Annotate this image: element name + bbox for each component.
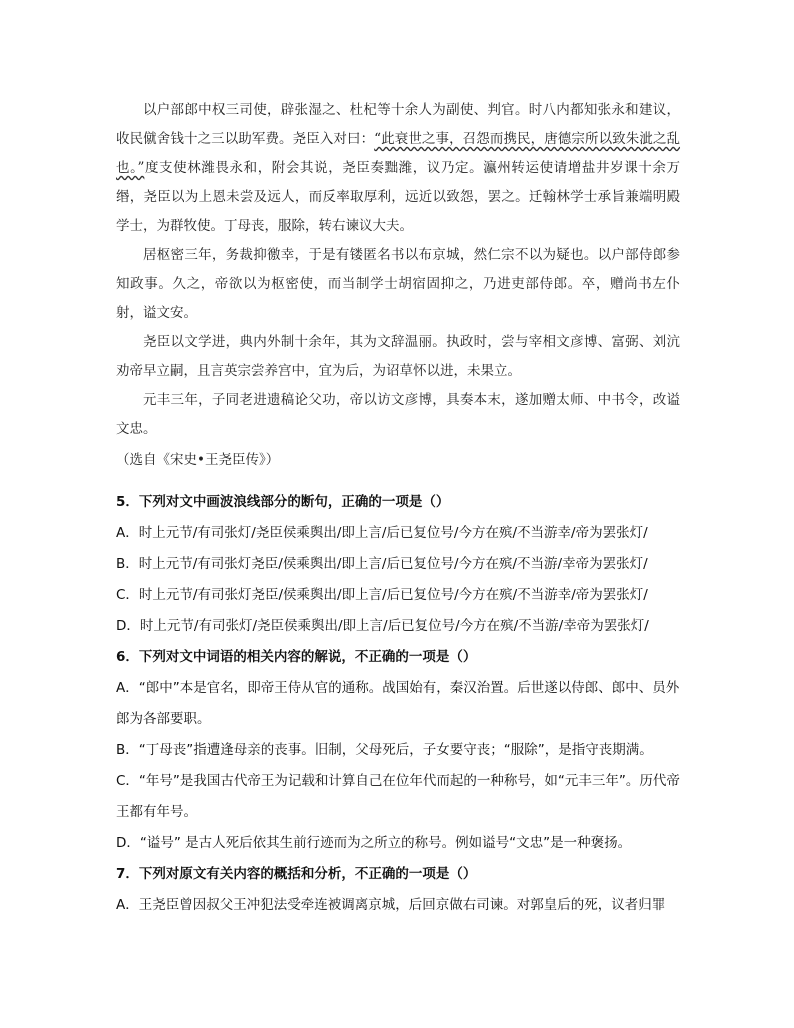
question-7-stem: 7．下列对原文有关内容的概括和分析，不正确的一项是（） [116, 866, 477, 882]
question-5-stem: 5．下列对文中画波浪线部分的断句，正确的一项是（） [116, 494, 450, 510]
classical-passage [116, 96, 680, 475]
question-5-option-c: C．时上元节/有司张灯尧臣/侯乘舆出/即上言/后已复位号/今方在殡/不当游幸/帝为罢张灯/ [116, 587, 648, 603]
paragraph-1-text-end: 度支使林潍畏永和，附会其说，尧臣奏黜潍，议乃定。瀛州转运使请增盐井岁课十余万缗，尧臣以为上恩未尝及远人，而反率取厚利，远近以致怨，罢之。迁翰林学士承旨兼端明殿学士，为群牧使。丁母丧，服除，转右谏议大夫。 [116, 160, 680, 234]
passage-paragraph-1 [116, 96, 680, 241]
questions-section [116, 487, 682, 921]
passage-paragraph-2: 居枢密三年，务裁抑徼幸，于是有镂匿名书以布京城，然仁宗不以为疑也。以户部侍郎参知政事。久之，帝欲以为枢密使，而当制学士胡宿固抑之，乃进吏部侍郎。卒，赠尚书左仆射，谥文安。 [116, 247, 680, 321]
passage-paragraph-3: 尧臣以文学进，典内外制十余年，其为文辞温丽。执政时，尝与宰相文彦博、富弼、刘沆劝帝早立嗣，且言英宗尝养宫中，宜为后，为诏草怀以进，未果立。 [116, 334, 680, 379]
paragraph-1-text-start: 以户部郎中权三司使，辟张湿之、杜杞等十余人为副使、判官。时八内都知张永和建议，收民僦舍钱十之三以助军费。尧臣入对曰： [116, 102, 680, 147]
question-6-option-a: A．“郎中”本是官名，即帝王侍从官的通称。战国始有，秦汉治置。后世遂以侍郎、郎中、员外郎为各部要职。 [116, 680, 680, 727]
passage-source: （选自《宋史•王尧臣传》） [116, 452, 280, 468]
question-6-option-b: B．“丁母丧”指遭逢母亲的丧事。旧制，父母死后，子女要守丧；“服除”，是指守丧期满。 [116, 742, 653, 758]
question-7-option-a: A．王尧臣曾因叔父王冲犯法受牵连被调离京城，后回京做右司谏。对郭皇后的死，议者归罪 [116, 897, 666, 913]
passage-paragraph-4: 元丰三年，子同老进遗稿论父功，帝以访文彦博，具奏本末，遂加赠太师、中书令，改谥文忠。 [116, 392, 680, 437]
question-5-option-d: D．时上元节/有司张灯/尧臣侯乘舆出/即上言/后已复位号/今方在殡/不当游/幸帝为罢张灯/ [116, 618, 649, 634]
wavy-underlined-sentence: “此衰世之事，召怨而携民，唐德宗所以致朱泚之乱也。” [116, 131, 681, 176]
question-6-option-c: C．“年号”是我国古代帝王为记载和计算自己在位年代而起的一种称号，如“元丰三年”。历代帝王都有年号。 [116, 773, 680, 820]
question-6-stem: 6．下列对文中词语的相关内容的解说，不正确的一项是（） [116, 649, 477, 665]
question-5-option-a: A．时上元节/有司张灯/尧臣侯乘舆出/即上言/后已复位号/今方在殡/不当游幸/帝为罢张灯/ [116, 525, 648, 541]
question-6-option-d: D．“谥号” 是古人死后依其生前行迹而为之所立的称号。例如谥号“文忠”是一种褒扬。 [116, 835, 632, 851]
question-5-option-b: B．时上元节/有司张灯尧臣/侯乘舆出/即上言/后已复位号/今方在殡/不当游/幸帝为罢张灯/ [116, 556, 648, 572]
